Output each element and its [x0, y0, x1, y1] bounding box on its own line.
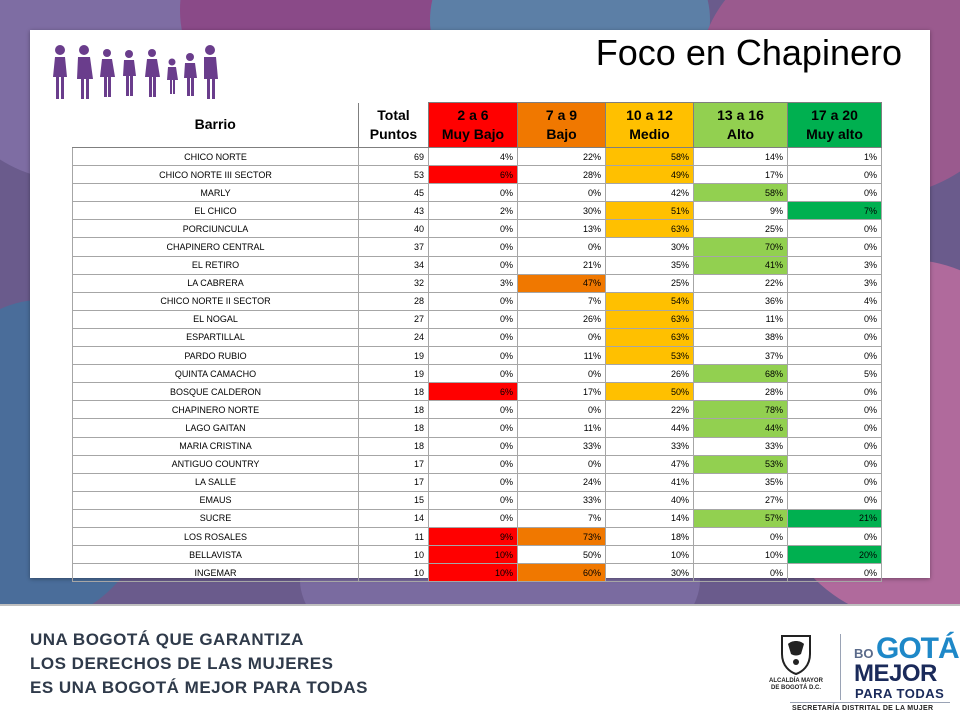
table-row — [73, 256, 882, 274]
barrio-name: MARLY — [73, 184, 359, 202]
header-bajo — [518, 103, 606, 148]
total-puntos: 17 — [359, 473, 429, 491]
para-todas-text: PARA TODAS — [855, 686, 945, 701]
barrio-name: CHAPINERO CENTRAL — [73, 238, 359, 256]
barrio-name: LA CABRERA — [73, 274, 359, 292]
percent-cell: 0% — [429, 509, 518, 527]
barrio-name: MARIA CRISTINA — [73, 437, 359, 455]
percent-cell: 26% — [518, 310, 606, 328]
table-row — [73, 564, 882, 582]
header-medio — [606, 103, 694, 148]
percent-cell: 44% — [694, 419, 788, 437]
percent-cell: 20% — [788, 546, 882, 564]
table-row — [73, 328, 882, 346]
percent-cell: 13% — [518, 220, 606, 238]
total-puntos: 53 — [359, 166, 429, 184]
percent-cell: 44% — [606, 419, 694, 437]
percent-cell: 22% — [694, 274, 788, 292]
percent-cell: 21% — [518, 256, 606, 274]
percent-cell: 7% — [788, 202, 882, 220]
table-row — [73, 292, 882, 310]
percent-cell: 0% — [429, 310, 518, 328]
barrio-name: EL NOGAL — [73, 310, 359, 328]
percent-cell: 9% — [694, 202, 788, 220]
alcaldia-line-1: ALCALDÍA MAYOR — [769, 678, 823, 684]
table-row — [73, 347, 882, 365]
header-bajo-range: 7 a 9 — [545, 107, 578, 123]
header-muy-bajo-range: 2 a 6 — [457, 107, 489, 123]
percent-cell: 0% — [429, 328, 518, 346]
total-puntos: 18 — [359, 401, 429, 419]
secretaria-label: SECRETARÍA DISTRITAL DE LA MUJER — [792, 705, 934, 712]
percent-cell: 38% — [694, 328, 788, 346]
percent-cell: 7% — [518, 292, 606, 310]
percent-cell: 0% — [788, 383, 882, 401]
percent-cell: 0% — [788, 455, 882, 473]
percent-cell: 0% — [788, 220, 882, 238]
women-figures-icon — [52, 44, 222, 102]
percent-cell: 0% — [694, 564, 788, 582]
header-medio-label: Medio — [629, 126, 670, 142]
percent-cell: 11% — [518, 419, 606, 437]
percent-cell: 47% — [518, 274, 606, 292]
percent-cell: 4% — [429, 148, 518, 166]
percent-cell: 0% — [518, 365, 606, 383]
barrio-name: PARDO RUBIO — [73, 347, 359, 365]
percent-cell: 10% — [606, 546, 694, 564]
percent-cell: 41% — [694, 256, 788, 274]
total-puntos: 24 — [359, 328, 429, 346]
total-puntos: 32 — [359, 274, 429, 292]
barrio-name: EL CHICO — [73, 202, 359, 220]
total-puntos: 10 — [359, 546, 429, 564]
table-row — [73, 491, 882, 509]
table-body — [73, 148, 882, 582]
barrio-name: SUCRE — [73, 509, 359, 527]
total-puntos: 18 — [359, 419, 429, 437]
percent-cell: 0% — [788, 437, 882, 455]
table-row — [73, 238, 882, 256]
header-muy-bajo-label: Muy Bajo — [441, 126, 505, 142]
percent-cell: 6% — [429, 166, 518, 184]
percent-cell: 0% — [694, 527, 788, 545]
total-puntos: 18 — [359, 437, 429, 455]
percent-cell: 35% — [694, 473, 788, 491]
percent-cell: 11% — [518, 347, 606, 365]
percent-cell: 0% — [788, 473, 882, 491]
percent-cell: 3% — [788, 256, 882, 274]
percent-cell: 1% — [788, 148, 882, 166]
barrio-name: ANTIGUO COUNTRY — [73, 455, 359, 473]
table-row — [73, 310, 882, 328]
percent-cell: 0% — [788, 401, 882, 419]
table-header-row — [73, 103, 882, 148]
header-bajo-label: Bajo — [546, 126, 577, 142]
total-puntos: 18 — [359, 383, 429, 401]
percent-cell: 70% — [694, 238, 788, 256]
slogan-line-2: LOS DERECHOS DE LAS MUJERES — [30, 654, 334, 673]
percent-cell: 0% — [429, 473, 518, 491]
percent-cell: 6% — [429, 383, 518, 401]
percent-cell: 11% — [694, 310, 788, 328]
percent-cell: 4% — [788, 292, 882, 310]
barrio-name: CHICO NORTE II SECTOR — [73, 292, 359, 310]
percent-cell: 0% — [788, 238, 882, 256]
percent-cell: 58% — [606, 148, 694, 166]
barrio-name: ESPARTILLAL — [73, 328, 359, 346]
percent-cell: 22% — [606, 401, 694, 419]
percent-cell: 54% — [606, 292, 694, 310]
barrio-name: BELLAVISTA — [73, 546, 359, 564]
percent-cell: 0% — [429, 419, 518, 437]
percent-cell: 35% — [606, 256, 694, 274]
header-muy-alto-label: Muy alto — [806, 126, 863, 142]
table-row — [73, 365, 882, 383]
header-alto-label: Alto — [726, 126, 755, 142]
total-puntos: 69 — [359, 148, 429, 166]
total-puntos: 40 — [359, 220, 429, 238]
percent-cell: 26% — [606, 365, 694, 383]
percent-cell: 33% — [694, 437, 788, 455]
percent-cell: 57% — [694, 509, 788, 527]
total-puntos: 19 — [359, 347, 429, 365]
percent-cell: 0% — [429, 401, 518, 419]
slide-title: Foco en Chapinero — [595, 32, 902, 73]
percent-cell: 2% — [429, 202, 518, 220]
barrio-name: INGEMAR — [73, 564, 359, 582]
percent-cell: 0% — [518, 401, 606, 419]
percent-cell: 10% — [694, 546, 788, 564]
total-puntos: 14 — [359, 509, 429, 527]
total-puntos: 27 — [359, 310, 429, 328]
percent-cell: 36% — [694, 292, 788, 310]
header-barrio: Barrio — [73, 103, 359, 148]
percent-cell: 24% — [518, 473, 606, 491]
table-row — [73, 473, 882, 491]
percent-cell: 30% — [518, 202, 606, 220]
percent-cell: 0% — [429, 365, 518, 383]
percent-cell: 14% — [606, 509, 694, 527]
percent-cell: 0% — [788, 419, 882, 437]
percent-cell: 30% — [606, 238, 694, 256]
percent-cell: 0% — [518, 328, 606, 346]
percent-cell: 47% — [606, 455, 694, 473]
percent-cell: 58% — [694, 184, 788, 202]
total-puntos: 11 — [359, 527, 429, 545]
total-puntos: 45 — [359, 184, 429, 202]
percent-cell: 50% — [606, 383, 694, 401]
percent-cell: 0% — [788, 310, 882, 328]
logo-separator — [840, 634, 841, 700]
bogota-logo-text: GOTÁ — [876, 632, 959, 665]
percent-cell: 0% — [429, 455, 518, 473]
percent-cell: 0% — [788, 184, 882, 202]
barrio-name: BOSQUE CALDERON — [73, 383, 359, 401]
header-alto — [694, 103, 788, 148]
footer-logos — [762, 630, 959, 716]
header-muy-alto — [788, 103, 882, 148]
percent-cell: 78% — [694, 401, 788, 419]
total-puntos: 43 — [359, 202, 429, 220]
barrio-name: CHAPINERO NORTE — [73, 401, 359, 419]
percent-cell: 27% — [694, 491, 788, 509]
table-row — [73, 527, 882, 545]
percent-cell: 28% — [694, 383, 788, 401]
table-row — [73, 184, 882, 202]
percent-cell: 53% — [694, 455, 788, 473]
barrio-name: LA SALLE — [73, 473, 359, 491]
header-total-line2: Puntos — [369, 125, 418, 142]
percent-cell: 0% — [788, 166, 882, 184]
table-row — [73, 274, 882, 292]
percent-cell: 25% — [694, 220, 788, 238]
percent-cell: 0% — [788, 347, 882, 365]
percent-cell: 53% — [606, 347, 694, 365]
table-row — [73, 148, 882, 166]
barrio-name: LAGO GAITAN — [73, 419, 359, 437]
barrio-name: CHICO NORTE III SECTOR — [73, 166, 359, 184]
percent-cell: 17% — [694, 166, 788, 184]
percent-cell: 0% — [518, 455, 606, 473]
percent-cell: 63% — [606, 220, 694, 238]
percent-cell: 0% — [429, 491, 518, 509]
table-row — [73, 437, 882, 455]
table-row — [73, 220, 882, 238]
header-muy-alto-range: 17 a 20 — [811, 107, 858, 123]
percent-cell: 33% — [518, 437, 606, 455]
percent-cell: 18% — [606, 527, 694, 545]
percent-cell: 60% — [518, 564, 606, 582]
table-row — [73, 455, 882, 473]
percent-cell: 0% — [429, 437, 518, 455]
percent-cell: 63% — [606, 328, 694, 346]
total-puntos: 28 — [359, 292, 429, 310]
percent-cell: 0% — [788, 328, 882, 346]
secretaria-rule — [790, 702, 950, 703]
barrio-name: QUINTA CAMACHO — [73, 365, 359, 383]
percent-cell: 10% — [429, 564, 518, 582]
barrio-name: LOS ROSALES — [73, 527, 359, 545]
header-total — [359, 103, 429, 148]
barrio-name: PORCIUNCULA — [73, 220, 359, 238]
percent-cell: 0% — [788, 491, 882, 509]
percent-cell: 9% — [429, 527, 518, 545]
table-row — [73, 383, 882, 401]
barrio-name: EL RETIRO — [73, 256, 359, 274]
bogota-logo-prefix: BO — [854, 646, 874, 661]
total-puntos: 15 — [359, 491, 429, 509]
total-puntos: 17 — [359, 455, 429, 473]
percent-cell: 41% — [606, 473, 694, 491]
percent-cell: 0% — [788, 527, 882, 545]
percent-cell: 33% — [518, 491, 606, 509]
percent-cell: 17% — [518, 383, 606, 401]
percent-cell: 0% — [518, 184, 606, 202]
percent-cell: 50% — [518, 546, 606, 564]
percent-cell: 0% — [429, 292, 518, 310]
total-puntos: 10 — [359, 564, 429, 582]
percent-cell: 25% — [606, 274, 694, 292]
percent-cell: 21% — [788, 509, 882, 527]
percent-cell: 0% — [429, 347, 518, 365]
percent-cell: 5% — [788, 365, 882, 383]
percent-cell: 14% — [694, 148, 788, 166]
barrio-name: CHICO NORTE — [73, 148, 359, 166]
percent-cell: 68% — [694, 365, 788, 383]
table-row — [73, 401, 882, 419]
percent-cell: 37% — [694, 347, 788, 365]
table-row — [73, 509, 882, 527]
footer-divider — [0, 604, 960, 606]
percent-cell: 42% — [606, 184, 694, 202]
percent-cell: 0% — [518, 238, 606, 256]
header-alto-range: 13 a 16 — [717, 107, 764, 123]
total-puntos: 34 — [359, 256, 429, 274]
slogan-line-3: ES UNA BOGOTÁ MEJOR PARA TODAS — [30, 678, 369, 697]
mejor-logo-text: MEJOR — [854, 660, 937, 687]
percent-cell: 51% — [606, 202, 694, 220]
header-muy-bajo — [429, 103, 518, 148]
header-medio-range: 10 a 12 — [626, 107, 673, 123]
percent-cell: 49% — [606, 166, 694, 184]
percent-cell: 30% — [606, 564, 694, 582]
percent-cell: 22% — [518, 148, 606, 166]
table-row — [73, 546, 882, 564]
percent-cell: 10% — [429, 546, 518, 564]
percent-cell: 63% — [606, 310, 694, 328]
percent-cell: 0% — [429, 256, 518, 274]
percent-cell: 0% — [788, 564, 882, 582]
barrio-table — [72, 102, 882, 582]
table-row — [73, 166, 882, 184]
percent-cell: 0% — [429, 238, 518, 256]
table-row — [73, 419, 882, 437]
bogota-coat-of-arms-icon — [780, 632, 812, 676]
percent-cell: 0% — [429, 220, 518, 238]
footer-slogan — [30, 628, 368, 700]
table-row — [73, 202, 882, 220]
percent-cell: 7% — [518, 509, 606, 527]
header-total-line1: Total — [377, 106, 410, 123]
percent-cell: 73% — [518, 527, 606, 545]
percent-cell: 40% — [606, 491, 694, 509]
percent-cell: 0% — [429, 184, 518, 202]
percent-cell: 3% — [429, 274, 518, 292]
barrio-name: EMAUS — [73, 491, 359, 509]
slogan-line-1: UNA BOGOTÁ QUE GARANTIZA — [30, 630, 304, 649]
alcaldia-line-2: DE BOGOTÁ D.C. — [770, 685, 821, 691]
total-puntos: 37 — [359, 238, 429, 256]
percent-cell: 33% — [606, 437, 694, 455]
percent-cell: 28% — [518, 166, 606, 184]
alcaldia-label — [762, 678, 830, 692]
percent-cell: 3% — [788, 274, 882, 292]
total-puntos: 19 — [359, 365, 429, 383]
